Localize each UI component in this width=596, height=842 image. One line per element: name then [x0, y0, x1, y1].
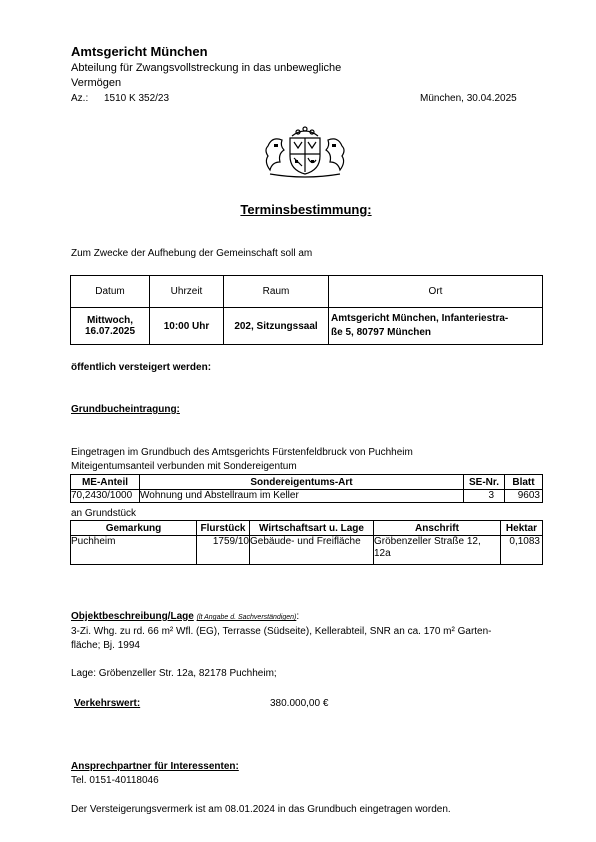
objekt-heading-line: [71, 611, 299, 622]
anschrift-line2: 12a: [374, 548, 391, 559]
grundbuch-heading: Grundbucheintragung:: [71, 404, 180, 415]
cell-uhrzeit: 10:00 Uhr: [150, 308, 224, 345]
cell-wirtschaftsart: Gebäude- und Freifläche: [250, 536, 374, 565]
coat-of-arms-icon: [262, 126, 348, 178]
department-line2: Vermögen: [71, 77, 122, 89]
header-me-anteil: ME-Anteil: [71, 475, 140, 490]
date-line2: 16.07.2025: [84, 326, 136, 337]
court-name: Amtsgericht München: [71, 44, 208, 59]
footer-note: Der Versteigerungsvermerk ist am 08.01.2024 in das Grundbuch eingetragen worden.: [71, 804, 451, 815]
cell-sondereigentums-art: Wohnung und Abstellraum im Keller: [140, 490, 464, 503]
cell-ort: [329, 308, 543, 345]
verkehrswert-value: 380.000,00 €: [270, 698, 329, 709]
document-title: Terminsbestimmung:: [240, 202, 372, 217]
grundbuch-line1: Eingetragen im Grundbuch des Amtsgerichts Fürstenfeldbruck von Puchheim: [71, 447, 413, 458]
objekt-desc-line1: 3-Zi. Whg. zu rd. 66 m² Wfl. (EG), Terrasse (Südseite), Kellerabteil, SNR an ca. 170 m² Garten-: [71, 626, 492, 637]
header-uhrzeit: Uhrzeit: [150, 276, 224, 308]
objekt-heading-colon: :: [296, 611, 300, 622]
header-ort: Ort: [329, 276, 543, 308]
cell-flurstueck: 1759/10: [197, 536, 250, 565]
objekt-heading-note: (lt Angabe d. Sachverständigen): [196, 614, 297, 621]
objekt-lage: Lage: Gröbenzeller Str. 12a, 82178 Puchheim;: [71, 668, 277, 679]
place-date: München, 30.04.2025: [420, 93, 517, 104]
header-raum: Raum: [224, 276, 329, 308]
header-sondereigentums-art: Sondereigentums-Art: [140, 475, 464, 490]
table-row: [71, 490, 543, 503]
cell-hektar: 0,1083: [501, 536, 543, 565]
date-line1: Mittwoch,: [86, 315, 134, 326]
place-line1: Amtsgericht München, Infanteriestra-: [331, 313, 509, 324]
cell-anschrift: [374, 536, 501, 565]
header-blatt: Blatt: [505, 475, 543, 490]
auction-text: öffentlich versteigert werden:: [71, 362, 212, 373]
intro-text: Zum Zwecke der Aufhebung der Gemeinschaft soll am: [71, 248, 313, 259]
az-value: 1510 K 352/23: [104, 93, 170, 104]
header-hektar: Hektar: [501, 521, 543, 536]
anschrift-line1: Gröbenzeller Straße 12,: [374, 536, 481, 547]
grundstueck-table: [70, 520, 543, 565]
place-line2: ße 5, 80797 München: [331, 327, 432, 338]
cell-gemarkung: Puchheim: [71, 536, 197, 565]
contact-phone: Tel. 0151-40118046: [71, 775, 159, 786]
header-gemarkung: Gemarkung: [71, 521, 197, 536]
header-anschrift: Anschrift: [374, 521, 501, 536]
sondereigentum-table: [70, 474, 543, 503]
cell-blatt: 9603: [505, 490, 543, 503]
cell-raum: 202, Sitzungssaal: [224, 308, 329, 345]
header-wirtschaftsart: Wirtschaftsart u. Lage: [250, 521, 374, 536]
objekt-desc-line2: fläche; Bj. 1994: [71, 640, 140, 651]
contact-heading: Ansprechpartner für Interessenten:: [71, 761, 239, 772]
an-grundstueck: an Grundstück: [71, 508, 137, 519]
grundbuch-line2: Miteigentumsanteil verbunden mit Sondereigentum: [71, 461, 297, 472]
cell-se-nr: 3: [464, 490, 505, 503]
cell-datum: [71, 308, 150, 345]
header-se-nr: SE-Nr.: [464, 475, 505, 490]
objekt-heading: Objektbeschreibung/Lage: [71, 611, 194, 622]
appointment-table: [70, 275, 543, 345]
department-line1: Abteilung für Zwangsvollstreckung in das unbewegliche: [71, 62, 342, 74]
header-datum: Datum: [71, 276, 150, 308]
header-flurstueck: Flurstück: [197, 521, 250, 536]
verkehrswert-label: Verkehrswert:: [74, 698, 141, 709]
cell-me-anteil: 70,2430/1000: [71, 490, 140, 503]
table-row: [71, 536, 543, 565]
az-label: Az.:: [71, 93, 89, 104]
